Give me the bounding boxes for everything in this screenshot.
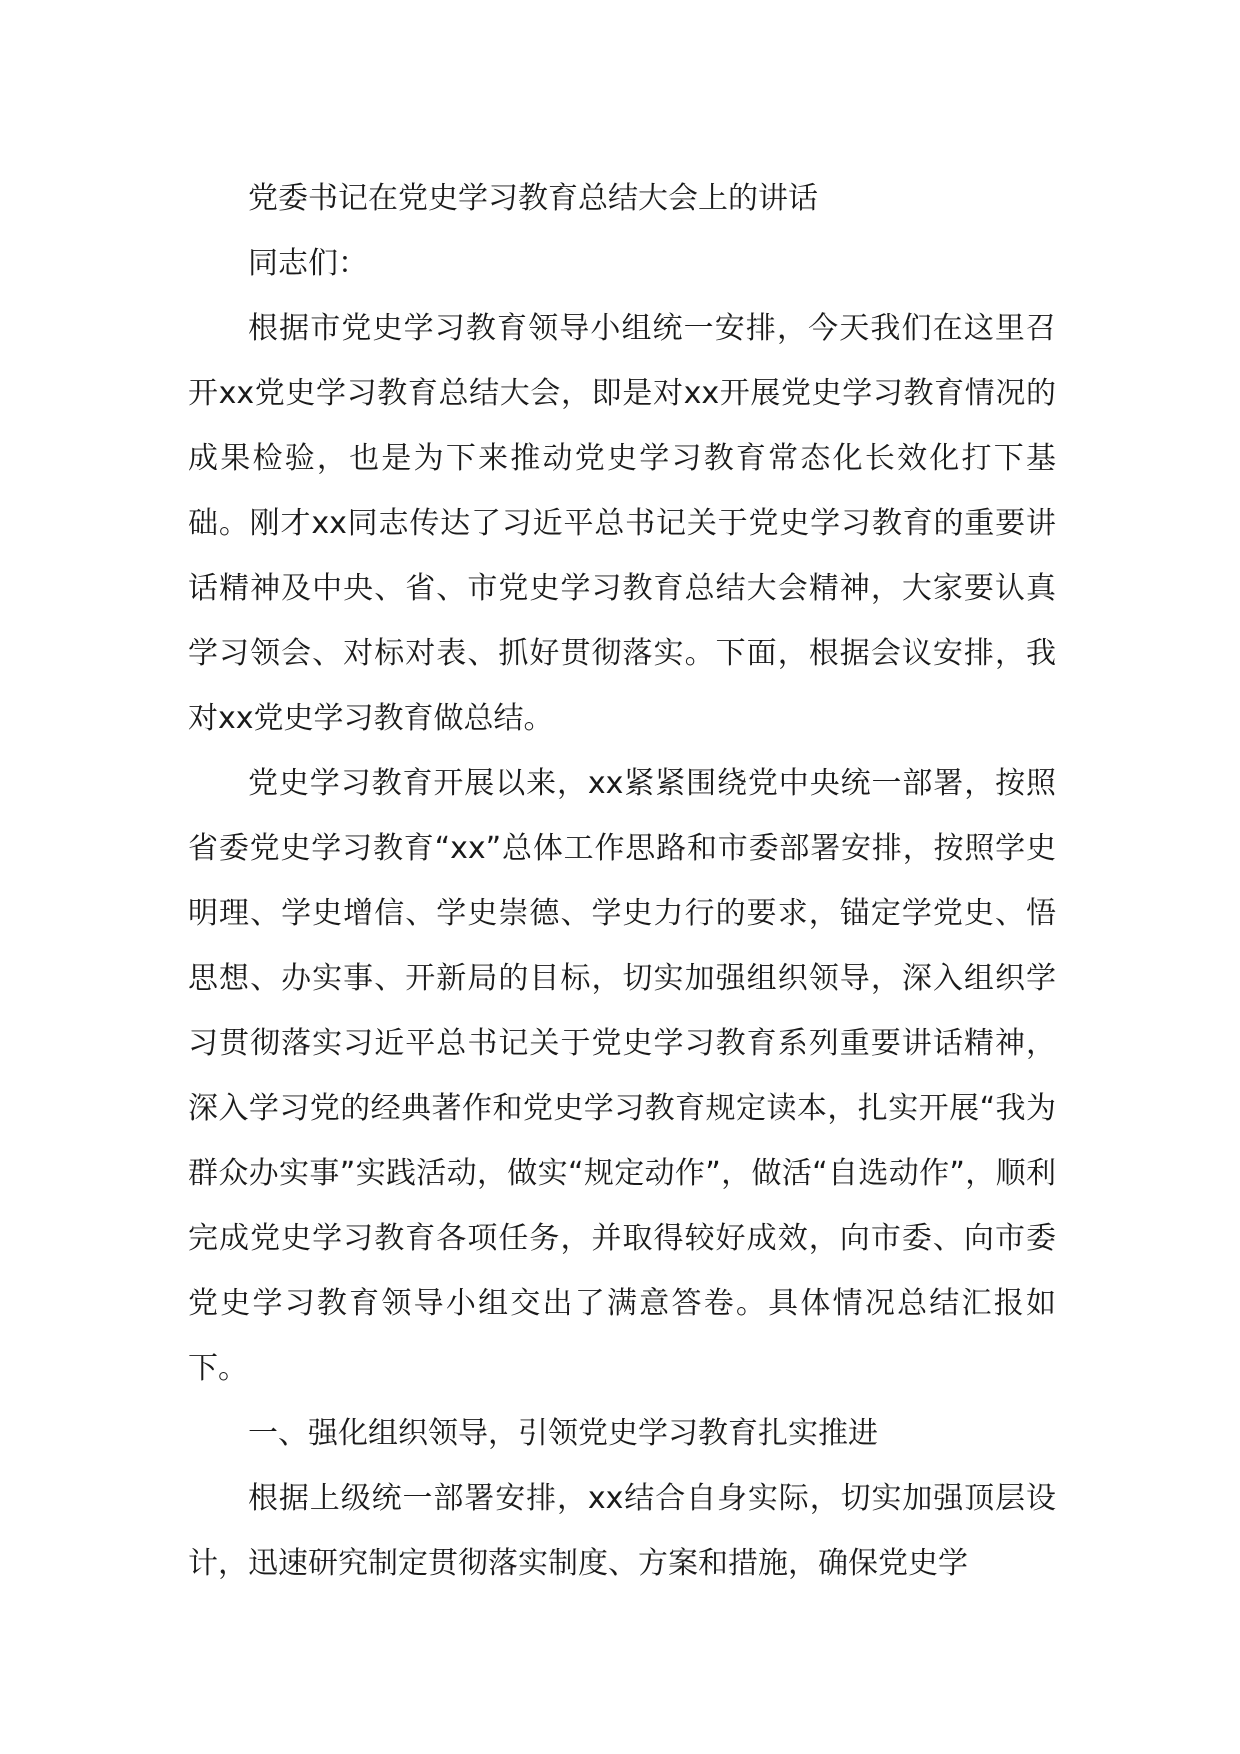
document-body (188, 166, 1056, 1596)
paragraph-1: 根据市党史学习教育领导小组统一安排，今天我们在这里召开xx党史学习教育总结大会，即是对xx开展党史学习教育情况的成果检验，也是为下来推动党史学习教育常态化长效化打下基础。刚才xx同志传达了习近平总书记关于党史学习教育的重要讲话精神及中央、省、市党史学习教育总结大会精神，大家要认真学习领会、对标对表、抓好贯彻落实。下面，根据会议安排，我对xx党史学习教育做总结。 (188, 311, 1056, 736)
paragraph-2: 党史学习教育开展以来，xx紧紧围绕党中央统一部署，按照省委党史学习教育“xx”总体工作思路和市委部署安排，按照学史明理、学史增信、学史崇德、学史力行的要求，锚定学党史、悟思想、办实事、开新局的目标，切实加强组织领导，深入组织学习贯彻落实习近平总书记关于党史学习教育系列重要讲话精神，深入学习党的经典著作和党史学习教育规定读本，扎实开展“我为群众办实事”实践活动，做实“规定动作”，做活“自选动作”，顺利完成党史学习教育各项任务，并取得较好成效，向市委、向市委党史学习教育领导小组交出了满意答卷。具体情况总结汇报如下。 (188, 766, 1056, 1386)
section-heading: 一、强化组织领导，引领党史学习教育扎实推进 (248, 1416, 878, 1451)
salutation: 同志们： (248, 246, 368, 281)
section-paragraph: 根据上级统一部署安排，xx结合自身实际，切实加强顶层设计，迅速研究制定贯彻落实制度、方案和措施，确保党史学 (188, 1481, 1056, 1581)
document-title: 党委书记在党史学习教育总结大会上的讲话 (248, 181, 818, 216)
